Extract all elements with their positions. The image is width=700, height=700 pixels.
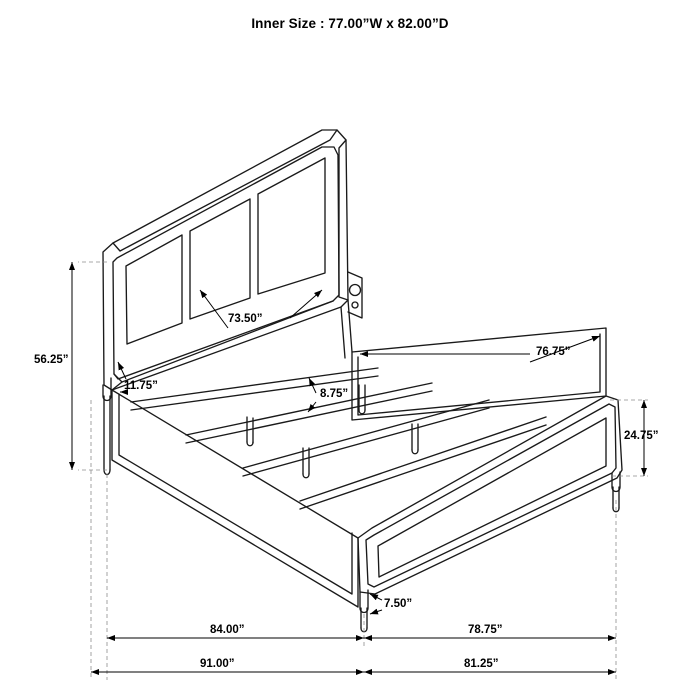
bed-illustration [103, 130, 622, 632]
dimension-label-overall-depth: 81.25” [464, 658, 499, 670]
dimension-label-slat-clearance: 8.75” [320, 388, 349, 400]
dimension-label-overall-length: 91.00” [200, 658, 235, 670]
dimension-label-headboard-height: 56.25” [34, 354, 69, 366]
dimension-label-inner-depth: 78.75” [468, 624, 503, 636]
dimension-label-side-rail-length: 76.75” [536, 346, 571, 358]
dimension-lines [72, 262, 644, 672]
dimension-label-inner-length: 84.00” [210, 624, 245, 636]
extension-guides [78, 262, 648, 680]
dimension-label-footboard-bottom: 7.50” [384, 598, 413, 610]
dimension-label-headboard-panel-height: 11.75” [124, 380, 158, 392]
dimension-label-footboard-height: 24.75” [624, 430, 659, 442]
page-title: Inner Size : 77.00”W x 82.00”D [251, 16, 449, 31]
dimension-label-headboard-width: 73.50” [228, 313, 263, 325]
